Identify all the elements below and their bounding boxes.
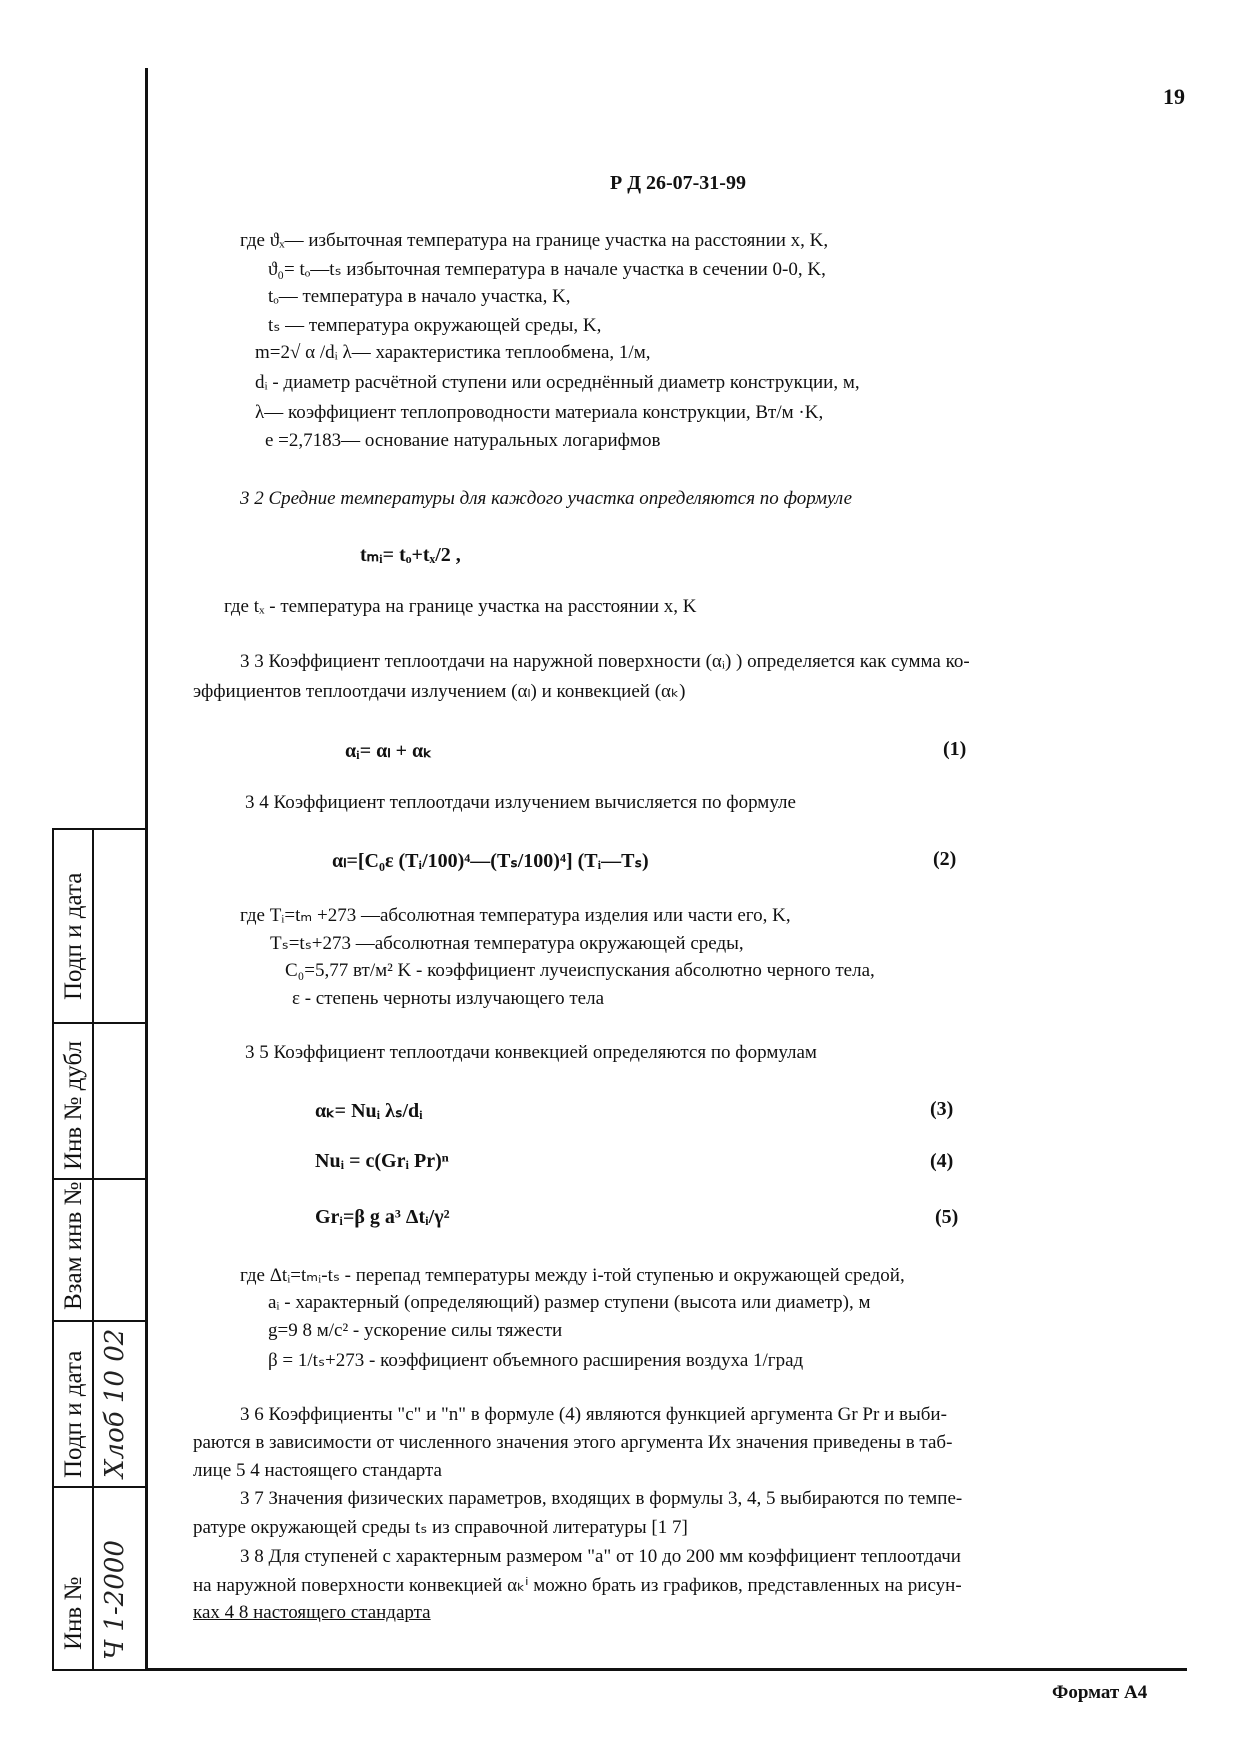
- equation-4: Nuᵢ = c(Grᵢ Pr)ⁿ: [315, 1150, 449, 1172]
- section-3-7-line: ратуре окружающей среды tₛ из справочной литературы [1 7]: [193, 1517, 688, 1538]
- def-line: λ— коэффициент теплопроводности материала конструкции, Вт/м ·K,: [255, 402, 824, 423]
- stamp-podp-data-2: Подп и дата: [60, 1350, 87, 1478]
- section-3-6-line: 3 6 Коэффициенты "c" и "n" в формуле (4) являются функцией аргумента Gr Pr и выби-: [240, 1404, 947, 1425]
- section-3-6-line: лице 5 4 настоящего стандарта: [193, 1460, 442, 1481]
- def-line: ϑ₀= tₒ—tₛ избыточная температура в начале участка в сечении 0-0, K,: [268, 259, 826, 280]
- def-line: tₛ — температура окружающей среды, K,: [268, 315, 602, 336]
- stamp-row-line: [52, 1022, 148, 1024]
- equation-1-number: (1): [943, 738, 967, 760]
- def-line: m=2√ α /dᵢ λ— характеристика теплообмена, 1/м,: [255, 342, 651, 363]
- def-line: где ϑₓ— избыточная температура на границе участка на расстоянии x, K,: [240, 230, 829, 251]
- stamp-row-line: [52, 1178, 148, 1180]
- stamp-inv-dubl: Инв № дубл: [60, 1040, 87, 1170]
- section-3-8-line: 3 8 Для ступеней с характерным размером "a" от 10 до 200 мм коэффициент теплоотдачи: [240, 1546, 961, 1567]
- handwritten-inventory-number: Ч 1-2000: [100, 1540, 130, 1660]
- equation-5-number: (5): [935, 1206, 959, 1228]
- stamp-podp-data-1: Подп и дата: [60, 872, 87, 1000]
- section-3-8-line: на наружной поверхности конвекцией αₖⁱ можно брать из графиков, представленных на рисун-: [193, 1575, 962, 1596]
- format-label: Формат А4: [1052, 1682, 1148, 1703]
- section-3-3-line: эффициентов теплоотдачи излучением (αₗ) и конвекцией (αₖ): [193, 681, 686, 702]
- def-line: aᵢ - характерный (определяющий) размер ступени (высота или диаметр), м: [268, 1292, 871, 1313]
- def-line: e =2,7183— основание натуральных логарифмов: [265, 430, 661, 451]
- def-line: где Δtᵢ=tₘᵢ-tₛ - перепад температуры между i-той ступенью и окружающей средой,: [240, 1265, 905, 1286]
- def-line: β = 1/tₛ+273 - коэффициент объемного расширения воздуха 1/град: [268, 1350, 804, 1371]
- section-3-2-heading: 3 2 Средние температуры для каждого участка определяются по формуле: [240, 488, 853, 509]
- equation-4-number: (4): [930, 1150, 954, 1172]
- section-3-5: 3 5 Коэффициент теплоотдачи конвекцией определяются по формулам: [245, 1042, 817, 1063]
- stamp-inv-no: Инв №: [60, 1576, 87, 1650]
- def-line: C₀=5,77 вт/м² K - коэффициент лучеиспускания абсолютно черного тела,: [285, 960, 875, 981]
- equation-5: Grᵢ=β g a³ Δtᵢ/γ²: [315, 1206, 450, 1228]
- equation-1: αᵢ= αₗ + αₖ: [345, 740, 432, 762]
- equation-3-number: (3): [930, 1098, 954, 1120]
- section-3-3-line: 3 3 Коэффициент теплоотдачи на наружной поверхности (αᵢ) ) определяется как сумма ко-: [240, 651, 970, 672]
- section-3-2-where: где tₓ - температура на границе участка на расстоянии x, K: [224, 596, 697, 617]
- stamp-row-line: [52, 1486, 148, 1488]
- section-3-4: 3 4 Коэффициент теплоотдачи излучением вычисляется по формуле: [245, 792, 796, 813]
- section-3-6-line: раются в зависимости от численного значения этого аргумента Их значения приведены в таб-: [193, 1432, 953, 1453]
- equation-2: αₗ=[C₀ε (Tᵢ/100)⁴—(Tₛ/100)⁴] (Tᵢ—Tₛ): [332, 850, 649, 872]
- page-frame-bottom: [145, 1668, 1187, 1671]
- stamp-vzam-inv: Взам инв №: [60, 1181, 87, 1310]
- equation-3: αₖ= Nuᵢ λₛ/dᵢ: [315, 1100, 423, 1122]
- def-line: где Tᵢ=tₘ +273 —абсолютная температура изделия или части его, K,: [240, 905, 791, 926]
- section-3-7-line: 3 7 Значения физических параметров, входящих в формулы 3, 4, 5 выбираются по темпе-: [240, 1488, 963, 1509]
- section-3-8-line: ках 4 8 настоящего стандарта: [193, 1602, 431, 1623]
- stamp-row-line: [52, 1320, 148, 1322]
- def-line: dᵢ - диаметр расчётной ступени или осреднённый диаметр конструкции, м,: [255, 372, 860, 393]
- equation-2-number: (2): [933, 848, 957, 870]
- def-line: g=9 8 м/с² - ускорение силы тяжести: [268, 1320, 563, 1341]
- def-line: Tₛ=tₛ+273 —абсолютная температура окружающей среды,: [270, 933, 744, 954]
- def-line: tₒ— температура в начало участка, K,: [268, 286, 571, 307]
- page-number: 19: [1163, 84, 1185, 109]
- formula-mean-temperature: tₘᵢ= tₒ+tₓ/2 ,: [360, 544, 461, 566]
- def-line: ε - степень черноты излучающего тела: [292, 988, 605, 1009]
- document-code: Р Д 26-07-31-99: [610, 172, 746, 194]
- handwritten-signature-date: Хлоб 10 02: [100, 1328, 130, 1478]
